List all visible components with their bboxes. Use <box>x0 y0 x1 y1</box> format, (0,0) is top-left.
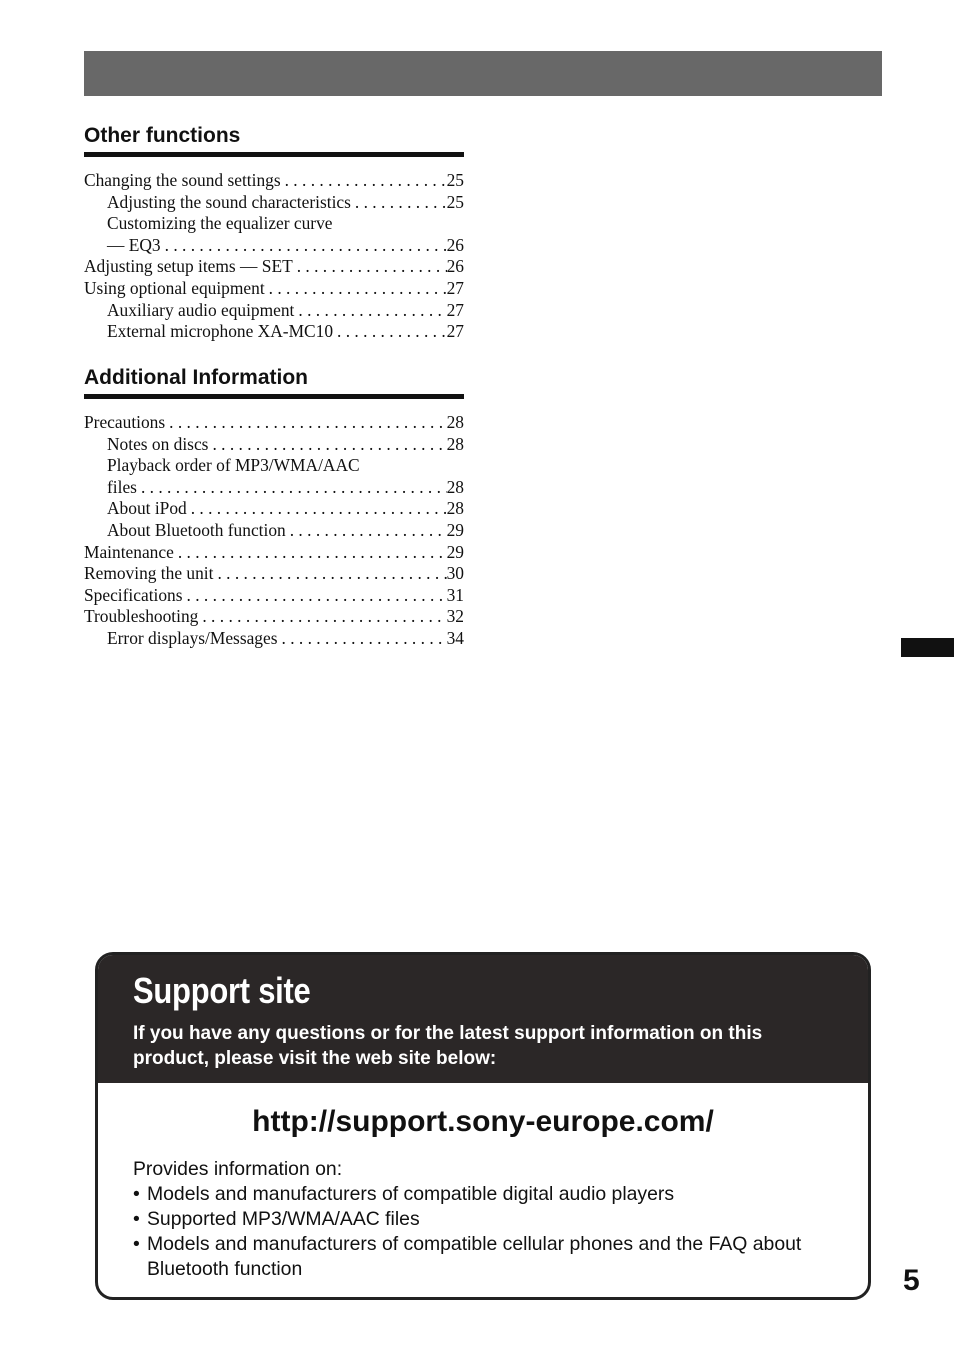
side-index-tab <box>901 638 954 657</box>
toc-dot-leader <box>213 563 446 585</box>
toc-dot-leader <box>187 498 447 520</box>
toc-dot-leader <box>208 434 446 456</box>
bullet-icon: • <box>133 1208 140 1230</box>
toc-entry-title: Using optional equipment <box>84 277 265 298</box>
toc-entry <box>84 498 464 520</box>
section-heading: Additional Information <box>84 366 464 399</box>
toc-list <box>84 412 464 650</box>
toc-dot-leader <box>278 628 447 650</box>
toc-entry-page: 28 <box>446 412 464 432</box>
toc-entry <box>84 477 464 499</box>
toc-dot-leader <box>281 170 447 192</box>
bullet-text: Models and manufacturers of compatible cellular phones and the FAQ about Bluetooth function <box>147 1233 802 1280</box>
toc-entry-title: Auxiliary audio equipment <box>107 299 295 320</box>
toc-entry-title: Notes on discs <box>107 433 209 454</box>
toc-entry <box>84 606 464 628</box>
toc-entry-title: External microphone XA-MC10 <box>107 321 334 342</box>
toc-entry-page: 28 <box>446 498 464 519</box>
toc-entry-title: Adjusting setup items — SET <box>84 256 293 277</box>
toc-entry-title: Removing the unit <box>84 563 214 584</box>
toc-dot-leader <box>294 300 446 322</box>
toc-entry-page: 29 <box>446 519 464 540</box>
list-item <box>133 1207 868 1232</box>
toc-entry-title: Error displays/Messages <box>107 627 278 648</box>
toc-entry <box>84 563 464 585</box>
toc-entry-page: 27 <box>446 277 464 298</box>
toc-entry-page: 29 <box>446 541 464 562</box>
provides-label: Provides information on: <box>133 1158 343 1180</box>
toc-entry <box>84 434 464 456</box>
toc-entry <box>84 628 464 650</box>
toc-dot-leader <box>293 256 447 278</box>
toc-dot-leader <box>286 520 447 542</box>
toc-dot-leader <box>198 606 446 628</box>
toc-list <box>84 170 464 343</box>
header-band <box>84 51 882 96</box>
toc-dot-leader <box>137 477 447 499</box>
toc-entry-page: 34 <box>446 627 464 648</box>
toc-entry <box>84 455 464 477</box>
toc-entry <box>84 192 464 214</box>
toc-dot-leader <box>165 412 446 434</box>
toc-entry-page: 27 <box>446 321 464 342</box>
toc-entry-page: 26 <box>446 256 464 277</box>
support-url-link[interactable]: http://support.sony-europe.com/ <box>252 1105 714 1138</box>
toc-dot-leader <box>161 235 447 257</box>
toc-entry <box>84 170 464 192</box>
toc-entry-title: files <box>107 476 137 497</box>
toc-dot-leader <box>174 542 447 564</box>
toc-entry-page: 26 <box>446 234 464 255</box>
section-heading: Other functions <box>84 124 464 157</box>
toc-entry-title: Customizing the equalizer curve <box>107 213 333 234</box>
toc-entry <box>84 542 464 564</box>
toc-entry-title: Troubleshooting <box>84 606 199 627</box>
toc-entry-title: Playback order of MP3/WMA/AAC <box>107 455 360 476</box>
toc-entry-page: 27 <box>446 299 464 320</box>
toc-entry-page: 31 <box>446 584 464 605</box>
toc-entry-title: — EQ3 <box>107 234 161 255</box>
toc-entry-title: Adjusting the sound characteristics <box>107 191 351 212</box>
toc-dot-leader <box>333 321 447 343</box>
toc-entry-page: 30 <box>446 563 464 584</box>
support-info <box>133 1157 868 1282</box>
toc-entry-title: Specifications <box>84 584 183 605</box>
bullet-icon: • <box>133 1183 140 1205</box>
toc-entry-page: 28 <box>446 476 464 497</box>
toc-dot-leader <box>351 192 447 214</box>
toc-entry <box>84 300 464 322</box>
toc-entry <box>84 412 464 434</box>
toc-entry-title: Changing the sound settings <box>84 170 281 190</box>
toc-entry <box>84 520 464 542</box>
support-site-box <box>95 952 871 1300</box>
list-item <box>133 1232 868 1282</box>
toc-entry <box>84 256 464 278</box>
toc-entry <box>84 213 464 235</box>
toc-entry-title: About iPod <box>107 498 187 519</box>
bullet-text: Supported MP3/WMA/AAC files <box>147 1208 420 1230</box>
toc-entry <box>84 321 464 343</box>
support-header <box>98 955 868 1083</box>
toc-section-additional-information <box>84 366 464 650</box>
toc-section-other-functions <box>84 124 464 343</box>
toc-entry <box>84 585 464 607</box>
toc-entry-page: 25 <box>446 191 464 212</box>
support-intro: If you have any questions or for the latest support information on this product, please visit the web site below: <box>133 1023 763 1069</box>
bullet-icon: • <box>133 1233 140 1255</box>
toc-entry-title: About Bluetooth function <box>107 519 286 540</box>
toc-dot-leader <box>183 585 447 607</box>
support-title: Support site <box>133 970 311 1011</box>
page-number: 5 <box>903 1264 920 1297</box>
toc-entry-title: Precautions <box>84 412 166 432</box>
toc-entry <box>84 278 464 300</box>
list-item <box>133 1182 868 1207</box>
toc-entry-page: 32 <box>446 606 464 627</box>
toc-entry-title: Maintenance <box>84 541 174 562</box>
toc-dot-leader <box>265 278 447 300</box>
toc-entry <box>84 235 464 257</box>
toc-entry-page: 28 <box>446 433 464 454</box>
toc-entry-page: 25 <box>446 170 464 190</box>
bullet-text: Models and manufacturers of compatible digital audio players <box>147 1183 675 1205</box>
